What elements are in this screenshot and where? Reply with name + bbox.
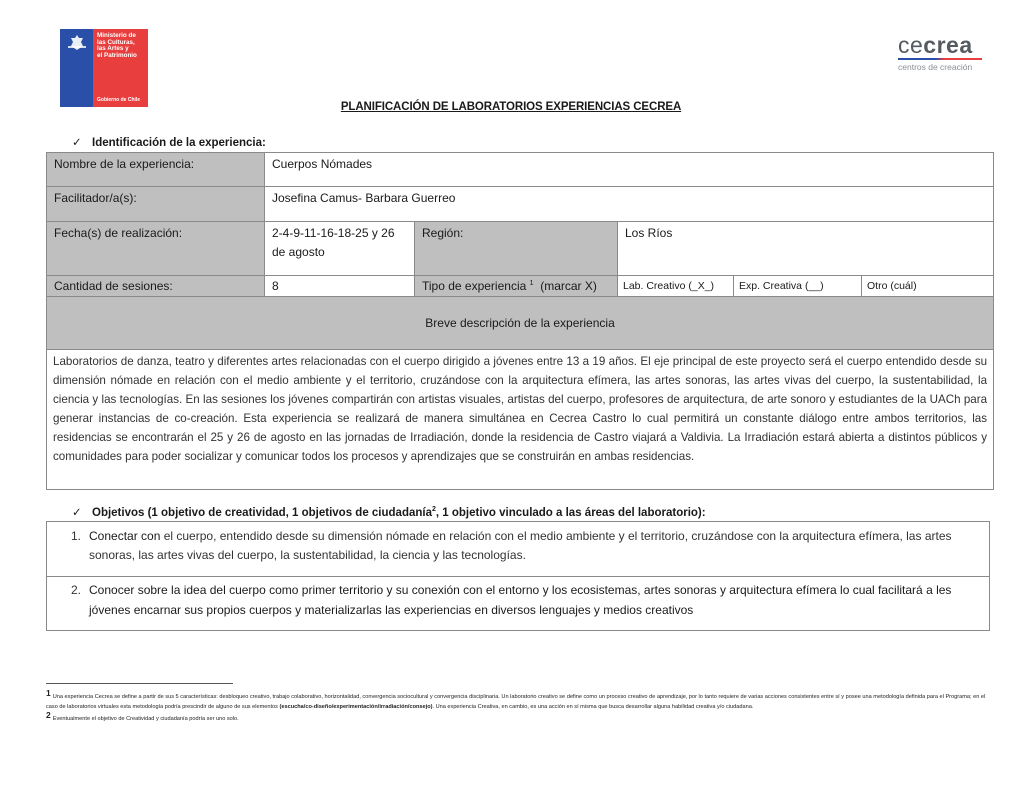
identification-heading	[72, 135, 266, 149]
fecha-label: Fecha(s) de realización:	[47, 222, 265, 276]
tipo-footnote-ref: 1	[529, 280, 534, 287]
objective-text	[89, 581, 981, 620]
tipo-suffix: (marcar X)	[540, 279, 597, 293]
nombre-label: Nombre de la experiencia:	[47, 153, 265, 187]
footnotes	[46, 690, 996, 724]
identification-table	[46, 152, 994, 490]
cecrea-word-light: ce	[898, 32, 924, 58]
descripcion-text: Laboratorios de danza, teatro y diferentes artes relacionadas con el cuerpo dirigido a jóvenes entre 13 a 19 años. El eje principal de este proyecto será el cuerpo entendido desde su dimensión nómade en relación con el medio ambiente y el territorio, cruzándose con la arquitectura efímera, las artes sonoras, las artes vivas del cuerpo, la sustentabilidad, la ciencia y las tecnologías. En las sesiones los jóvenes compartirán con artistas visuales, artistas del cuerpo, profesores de arquitectura, de arte sonoro y estudiantes de la UACh para generar instancias de co-creación. Esta experiencia se realizará de manera simultánea en Cecrea Castro lo cual permitirá un constante diálogo entre ambos territorios, las residencias se encontrarán el 25 y 26 de agosto en las jornadas de Irradiación, donde la residencia de Castro viajará a Valdivia. La Irradiación estará abierta a distintos públicos y comunidades para poder socializar y comunicar todos los procesos y aprendizajes que se construirán en ambas residencias.	[47, 350, 994, 490]
facilitador-value: Josefina Camus- Barbara Guerreo	[265, 187, 994, 222]
objectives-heading-part1: Objetivos (1 objetivo de creatividad, 1 objetivos de ciudadanía	[92, 507, 432, 519]
objective-number: 2.	[70, 583, 81, 597]
tipo-label: Tipo de experiencia	[422, 279, 527, 293]
objective-lead: Conectar con	[89, 528, 161, 543]
tipo-option-lab-creativo[interactable]: Lab. Creativo (_X_)	[618, 276, 734, 297]
footnote-text: Una experiencia Cecrea se define a partir de sus 5 características: desbloqueo creativo, trabajo colaborativo, horizontalidad, convergencia sociocultural y convergencia disciplinaria. Un laboratorio creativo se define como un proceso creativo de aprendizaje, por lo tanto requiere de varias acciones consistentes entre sí y posee una metodología definida para el Programa; en el caso de laboratorios virtuales esta metodología podría prescindir de alguno de sus elementos	[46, 694, 986, 710]
objectives-footnote-ref: 2	[431, 506, 436, 514]
row-nombre	[47, 153, 994, 187]
footnote-2	[46, 712, 996, 724]
cecrea-underline	[898, 58, 982, 60]
cecrea-tagline: centros de creación	[898, 62, 973, 72]
objective-row	[47, 577, 990, 631]
sesiones-label: Cantidad de sesiones:	[47, 276, 265, 297]
tipo-label-cell	[415, 276, 618, 297]
tipo-option-exp-creativa[interactable]: Exp. Creativa (__)	[734, 276, 862, 297]
fecha-value: 2-4-9-11-16-18-25 y 26 de agosto	[265, 222, 415, 276]
identification-heading-text: Identificación de la experiencia:	[92, 137, 266, 149]
footnote-1	[46, 690, 996, 712]
objective-text	[89, 527, 981, 566]
objective-cell	[47, 577, 990, 631]
row-descripcion	[47, 350, 994, 490]
descripcion-heading: Breve descripción de la experiencia	[47, 297, 994, 350]
objective-lead: Conocer sobre la idea del cuerpo como primer territorio y su conexión con el entorno y los ecosistemas, artes sonoras y arquitectura efímera lo cual facilitará a les jóvenes encarnar sus propios cuerpos y materializarlas las experiencias en diversos lenguajes y medios creativos	[89, 583, 952, 617]
document-title	[0, 101, 1024, 113]
objective-row	[47, 522, 990, 577]
footnote-mark: 2	[46, 710, 51, 720]
sesiones-value: 8	[265, 276, 415, 297]
objective-cell	[47, 522, 990, 577]
document-title-text: PLANIFICACIÓN DE LABORATORIOS EXPERIENCIAS CECREA	[340, 101, 682, 113]
cecrea-logo	[898, 34, 988, 72]
cecrea-word-bold: crea	[923, 32, 973, 58]
coat-of-arms-icon	[66, 34, 88, 52]
cecrea-wordmark	[898, 34, 988, 57]
footnote-text-after: . Una experiencia Creativa, en cambio, es una acción en sí misma que busca desarrollar alguna habilidad creativa y/o ciudadana.	[432, 704, 754, 710]
checkmark-icon: ✓	[72, 137, 82, 149]
logo-blue-panel	[60, 29, 93, 107]
footnote-separator	[46, 683, 233, 684]
footnote-bold-text: (escucha/co-diseño/experimentación/irradiación/consejo)	[279, 704, 433, 710]
objectives-heading	[72, 505, 706, 519]
region-value: Los Ríos	[618, 222, 994, 276]
region-label: Región:	[415, 222, 618, 276]
objective-item	[55, 527, 981, 566]
logo-red-panel	[93, 29, 148, 107]
ministerio-name: Ministerio de las Culturas, las Artes y el Patrimonio	[97, 32, 137, 59]
row-descripcion-heading	[47, 297, 994, 350]
objective-body: el cuerpo, entendido desde su dimensión nómade en relación con el medio ambiente y el territorio, cruzándose con la arquitectura efímera, las artes sonoras, las artes vivas del cuerpo, la sustentabilidad, la ciencia y las tecnologías.	[89, 528, 952, 562]
objectives-heading-part2: , 1 objetivo vinculado a las áreas del laboratorio):	[435, 507, 706, 519]
checkmark-icon: ✓	[72, 507, 82, 519]
row-sesiones-tipo	[47, 276, 994, 297]
facilitador-label: Facilitador/a(s):	[47, 187, 265, 222]
objective-item	[55, 581, 981, 620]
nombre-value: Cuerpos Nómades	[265, 153, 994, 187]
ministerio-culturas-logo	[60, 29, 148, 107]
footnote-text: Eventualmente el objetivo de Creatividad y ciudadanía podría ser uno solo.	[52, 716, 239, 722]
tipo-option-otro[interactable]: Otro (cuál)	[862, 276, 994, 297]
footnote-mark: 1	[46, 688, 51, 698]
row-fecha-region	[47, 222, 994, 276]
gobierno-de-chile-label: Gobierno de Chile	[97, 97, 141, 103]
objective-number: 1.	[70, 528, 81, 543]
row-facilitador	[47, 187, 994, 222]
objectives-table	[46, 521, 990, 631]
